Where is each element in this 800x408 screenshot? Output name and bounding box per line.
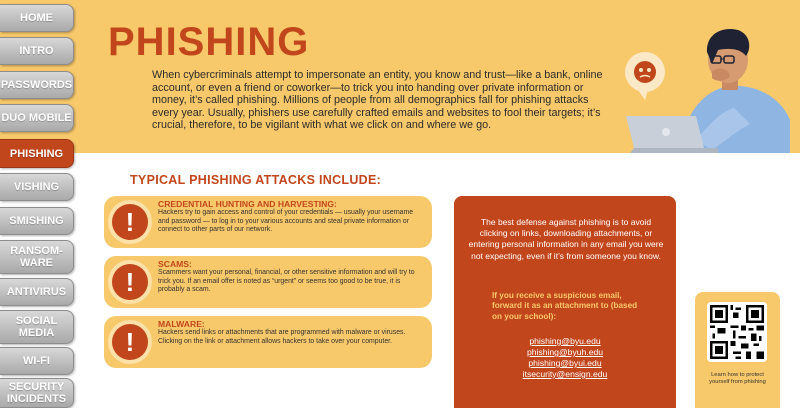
side-nav bbox=[0, 0, 76, 408]
attack-card-scams bbox=[104, 256, 432, 308]
warning-icon: ! bbox=[108, 260, 152, 304]
attack-card-malware bbox=[104, 316, 432, 368]
nav-antivirus-button[interactable]: ANTIVIRUS bbox=[0, 278, 74, 306]
qr-panel bbox=[695, 292, 780, 408]
qr-code[interactable] bbox=[707, 302, 767, 362]
nav-intro-button[interactable]: INTRO bbox=[0, 37, 74, 65]
report-email-list bbox=[454, 336, 676, 380]
nav-duo-mobile-button[interactable]: DUO MOBILE bbox=[0, 104, 74, 132]
nav-passwords-button[interactable]: PASSWORDS bbox=[0, 71, 74, 99]
attack-description: Scammers want your personal, financial, or other sensitive information and will try to trick you. If an email offer is noted as “urgent” or seems too good to be true, it is probably a scam. bbox=[158, 269, 415, 294]
warning-icon: ! bbox=[108, 320, 152, 364]
email-link-byuh[interactable]: phishing@byuh.edu bbox=[526, 347, 604, 357]
attack-title: CREDENTIAL HUNTING AND HARVESTING: bbox=[158, 199, 337, 209]
phishing-illustration bbox=[600, 20, 790, 153]
nav-wifi-button[interactable]: WI-FI bbox=[0, 347, 74, 375]
nav-vishing-button[interactable]: VISHING bbox=[0, 173, 74, 201]
nav-smishing-button[interactable]: SMISHING bbox=[0, 207, 74, 235]
nav-home-button[interactable]: HOME bbox=[0, 4, 74, 32]
warning-icon: ! bbox=[108, 200, 152, 244]
email-link-byui[interactable]: phishing@byui.edu bbox=[528, 358, 602, 368]
attack-card-credential bbox=[104, 196, 432, 248]
page-title: PHISHING bbox=[108, 20, 310, 64]
attack-description: Hackers send links or attachments that are programmed with malware or viruses. Clicking on the link or attachment allows hackers to take over your computer. bbox=[158, 329, 406, 345]
nav-social-media-button[interactable]: SOCIAL MEDIA bbox=[0, 310, 74, 344]
nav-ransomware-button[interactable]: RANSOM- WARE bbox=[0, 240, 74, 274]
nav-security-incidents-button[interactable]: SECURITY INCIDENTS bbox=[0, 378, 74, 408]
email-link-ensign[interactable]: itsecurity@ensign.edu bbox=[522, 369, 608, 379]
attack-description: Hackers try to gain access and control of your credentials — usually your username and password — to log in to your various accounts and steal private information or connect to other parts of our network. bbox=[158, 209, 414, 234]
intro-paragraph: When cybercriminals attempt to impersonate an entity, you know and trust—like a bank, online account, or even a friend or coworker—to trick you into handing over private information or money, it’s called phishing. Millions of people from all demographics fall for phishing attacks every year. Usually, phishers use carefully crafted emails and websites to fool their targets; it’s crucial, therefore, to be vigilant with what we click on and where we go. bbox=[152, 69, 603, 132]
qr-caption: Learn how to protect yourself from phishing bbox=[709, 372, 766, 386]
malware-alert-icon bbox=[625, 52, 665, 100]
nav-phishing-button[interactable]: PHISHING bbox=[0, 139, 74, 168]
attacks-heading: TYPICAL PHISHING ATTACKS INCLUDE: bbox=[130, 173, 382, 187]
attack-title: MALWARE: bbox=[158, 319, 205, 329]
email-link-byu[interactable]: phishing@byu.edu bbox=[529, 336, 601, 346]
attack-title: SCAMS: bbox=[158, 259, 192, 269]
defense-text: The best defense against phishing is to avoid clicking on links, downloading attachments, or entering personal information in any email you were not expecting, even if it’s from someone you know. bbox=[468, 217, 664, 261]
report-instructions: If you receive a suspicious email, forward it as an attachment to (based on your school): bbox=[492, 291, 638, 321]
defense-panel bbox=[454, 196, 676, 408]
